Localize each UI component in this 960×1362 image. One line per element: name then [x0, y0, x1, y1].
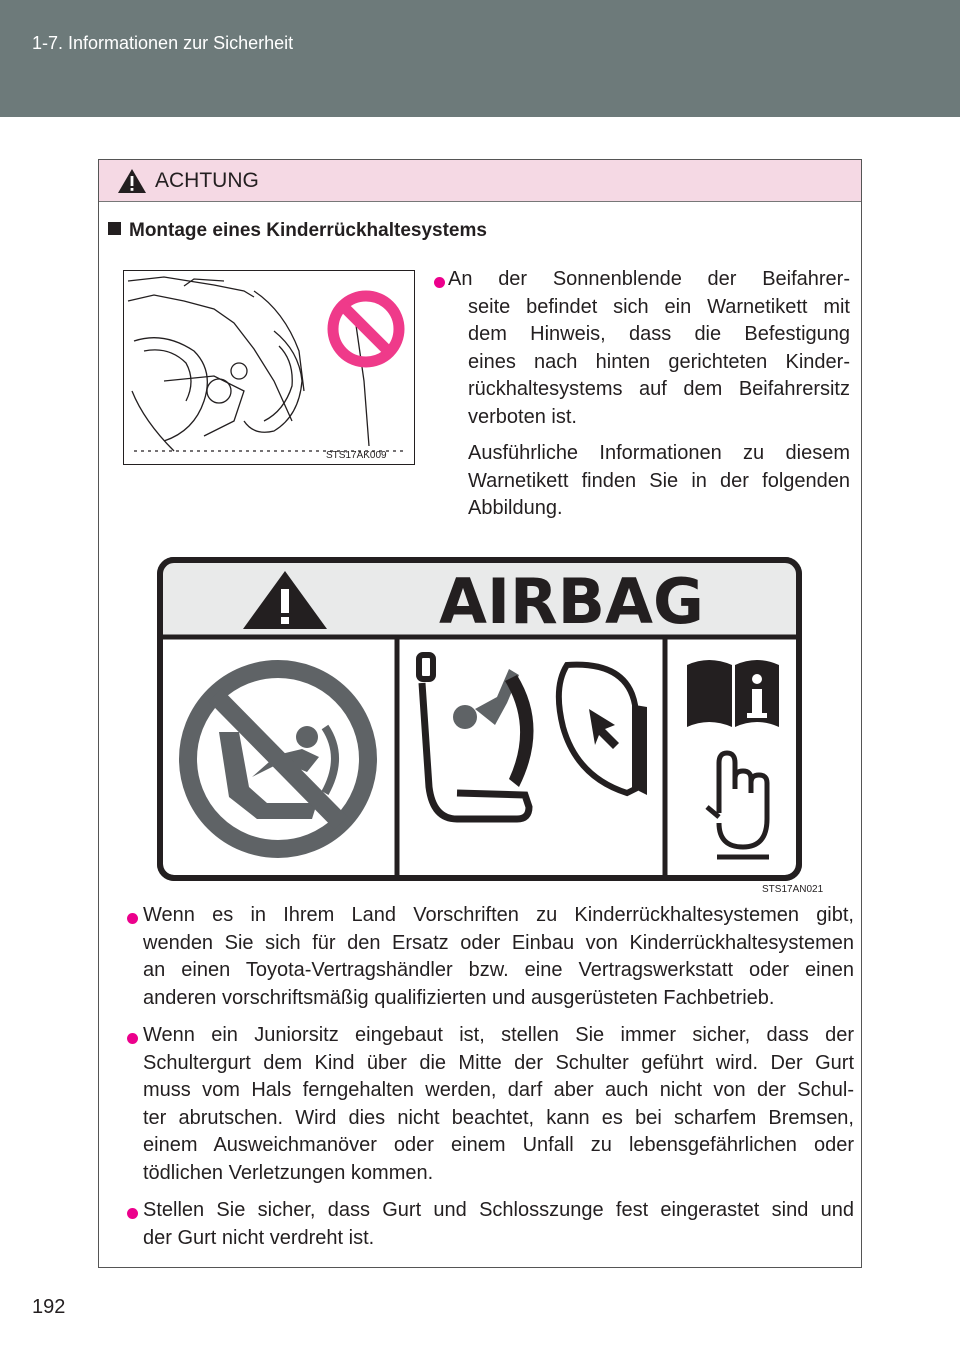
no-child-seat-icon [188, 669, 368, 849]
section-heading [108, 220, 487, 242]
header-title: 1-7. Informationen zur Sicherheit [32, 33, 294, 53]
bullet3-line4: ter abrutschen. Wird dies nicht beachtet, kann es bei scharfem Bremsen, [143, 1106, 854, 1129]
bullet1-line1: An der Sonnenblende der Beifahrer- [448, 268, 850, 290]
bullet2-line3: an einen Toyota-Vertragshändler bzw. eine Vertragswerkstatt oder einen [143, 959, 854, 982]
bullet2-line2: wenden Sie sich für den Ersatz oder Einbau von Kinderrückhaltesystemen [143, 931, 854, 954]
bullet1-line4: eines nach hinten gerichteten Kinder- [468, 350, 850, 373]
bullet3-line2: Schultergurt dem Kind über die Mitte der Schulter geführt wird. Der Gurt [143, 1051, 854, 1074]
bullet-dot-icon [127, 913, 138, 924]
para-line3: Abbildung. [468, 497, 563, 520]
bullet-dot-icon [434, 277, 445, 288]
bullet3-line1: Wenn ein Juniorsitz eingebaut ist, stellen Sie immer sicher, dass der [143, 1024, 854, 1046]
airbag-word: AIRBAG [439, 565, 704, 638]
para-line1: Ausführliche Informationen zu diesem [468, 442, 850, 464]
bullet1-line3: dem Hinweis, dass die Befestigung [468, 323, 850, 346]
square-bullet-icon [108, 222, 121, 235]
figure1-code: STS17AK009 [326, 450, 387, 461]
bullet1-line6: verboten ist. [468, 406, 577, 428]
warning-triangle-icon [117, 168, 147, 194]
dashboard-illustration [124, 271, 414, 464]
header-bar [0, 0, 960, 117]
bullet-dot-icon [127, 1033, 138, 1044]
bullet2-line4: anderen vorschriftsmäßig qualifizierten und ausgerüsteten Fachbetrieb. [143, 986, 775, 1009]
section-heading-text: Montage eines Kinderrückhaltesystems [129, 220, 487, 241]
bullet4-line2: der Gurt nicht verdreht ist. [143, 1226, 375, 1249]
airbag-warning-label [157, 557, 802, 881]
bullet3-line3: muss vom Hals ferngehalten werden, darf aber auch nicht von der Schul- [143, 1079, 854, 1102]
page-number: 192 [32, 1296, 66, 1318]
caution-box [98, 159, 862, 1268]
bullet1-line2: seite befindet sich ein Warnetikett mit [468, 295, 850, 318]
para-line2: Warnetikett finden Sie in der folgenden [468, 469, 850, 492]
dashboard-airbag-figure [123, 270, 415, 465]
caution-header [99, 160, 861, 202]
bullet-dot-icon [127, 1208, 138, 1219]
bullet2-line1: Wenn es in Ihrem Land Vorschriften zu Kinderrückhaltesystemen gibt, [143, 904, 854, 926]
bullet4-line1: Stellen Sie sicher, dass Gurt und Schlosszunge fest eingerastet sind und [143, 1199, 854, 1221]
bullet1-line5: rückhaltesystems auf dem Beifahrersitz [468, 378, 850, 401]
figure2-code: STS17AN021 [762, 884, 824, 895]
bullet3-line5: einem Ausweichmanöver oder einem Unfall zu lebensgefährlichen oder [143, 1134, 854, 1157]
caution-label: ACHTUNG [155, 169, 259, 192]
bullet3-line6: tödlichen Verletzungen kommen. [143, 1162, 434, 1184]
